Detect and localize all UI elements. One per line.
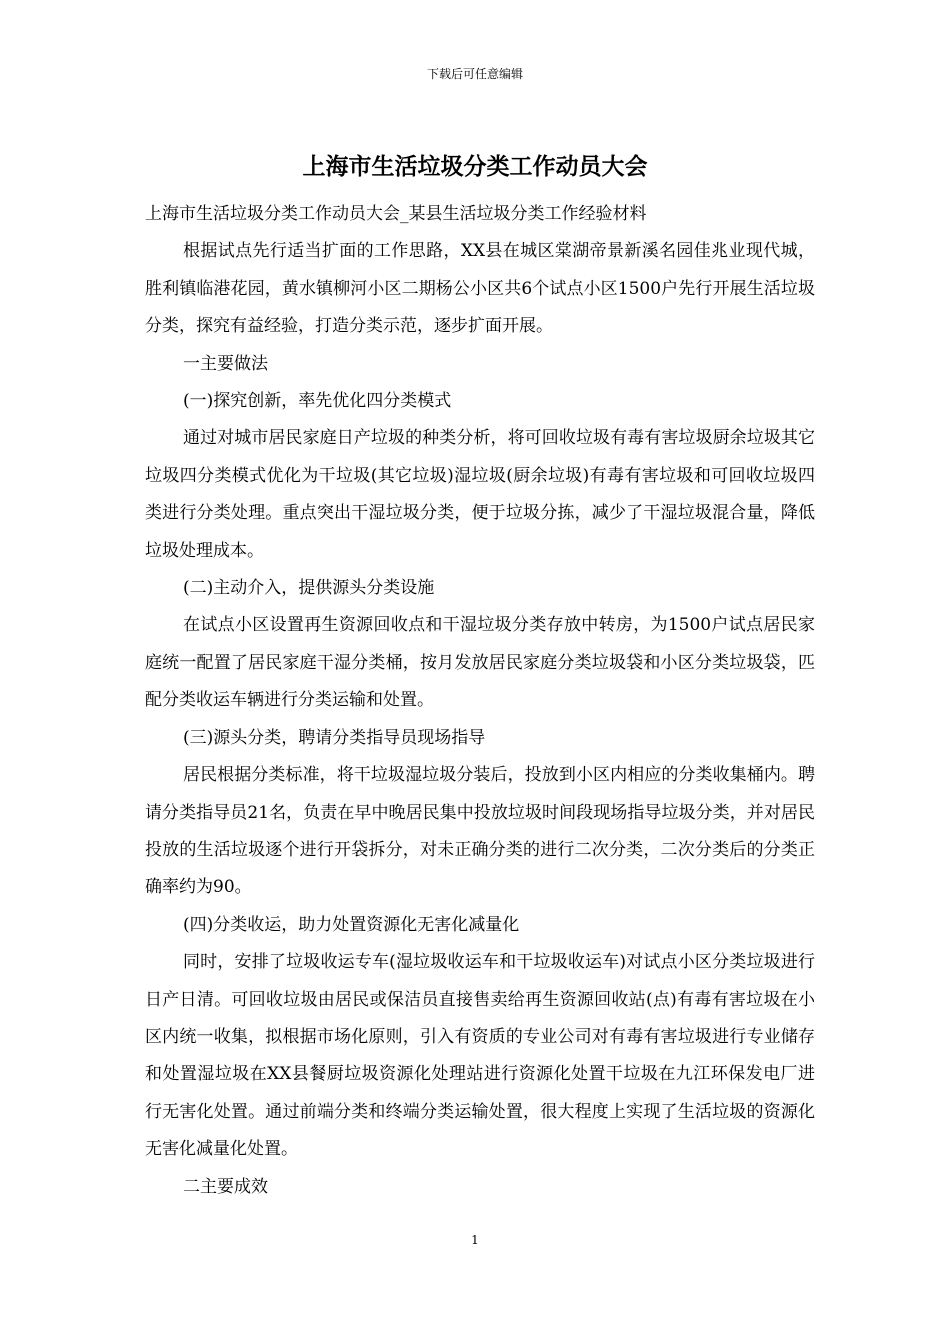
section-heading: 一主要做法 [183,353,268,374]
paragraph: 通过对城市居民家庭日产垃圾的种类分析，将可回收垃圾有毒有害垃圾厨余垃圾其它垃圾四分类模式优化为干垃圾(其它垃圾)湿垃圾(厨余垃圾)有毒有害垃圾和可回收垃圾四类进行分类处理。重点突出干湿垃圾分类，便于垃圾分拣，减少了干湿垃圾混合量，降低垃圾处理成本。 [145,428,815,561]
paragraph: 居民根据分类标准，将干垃圾湿垃圾分装后，投放到小区内相应的分类收集桶内。聘请分类指导员21名，负责在早中晚居民集中投放垃圾时间段现场指导垃圾分类，并对居民投放的生活垃圾逐个进行开袋拆分，对未正确分类的进行二次分类，二次分类后的分类正确率约为90。 [145,765,815,898]
header-note: 下载后可任意编辑 [426,67,523,81]
subsection-heading: (三)源头分类，聘请分类指导员现场指导 [183,727,486,748]
document-title: 上海市生活垃圾分类工作动员大会 [302,153,648,180]
paragraph: 根据试点先行适当扩面的工作思路，XX县在城区棠湖帝景新溪名园佳兆业现代城，胜利镇临港花园，黄水镇柳河小区二期杨公小区共6个试点小区1500户先行开展生活垃圾分类，探究有益经验，打造分类示范，逐步扩面开展。 [145,241,815,337]
paragraph: 在试点小区设置再生资源回收点和干湿垃圾分类存放中转房，为1500户试点居民家庭统一配置了居民家庭干湿分类桶，按月发放居民家庭分类垃圾袋和小区分类垃圾袋，匹配分类收运车辆进行分类运输和处置。 [145,615,815,711]
document-body [145,196,815,1206]
subsection-heading: (一)探究创新，率先优化四分类模式 [183,391,452,412]
page-number: 1 [471,1233,479,1247]
subsection-heading: (四)分类收运，助力处置资源化无害化减量化 [183,914,520,935]
document-subtitle: 上海市生活垃圾分类工作动员大会_某县生活垃圾分类工作经验材料 [145,204,647,224]
subsection-heading: (二)主动介入，提供源头分类设施 [183,578,435,599]
section-heading: 二主要成效 [183,1176,268,1197]
paragraph: 同时，安排了垃圾收运专车(湿垃圾收运车和干垃圾收运车)对试点小区分类垃圾进行日产日清。可回收垃圾由居民或保洁员直接售卖给再生资源回收站(点)有毒有害垃圾在小区内统一收集，拟根据市场化原则，引入有资质的专业公司对有毒有害垃圾进行专业储存和处置湿垃圾在XX县餐厨垃圾资源化处理站进行资源化处置干垃圾在九江环保发电厂进行无害化处置。通过前端分类和终端分类运输处置，很大程度上实现了生活垃圾的资源化无害化减量化处置。 [145,952,815,1160]
